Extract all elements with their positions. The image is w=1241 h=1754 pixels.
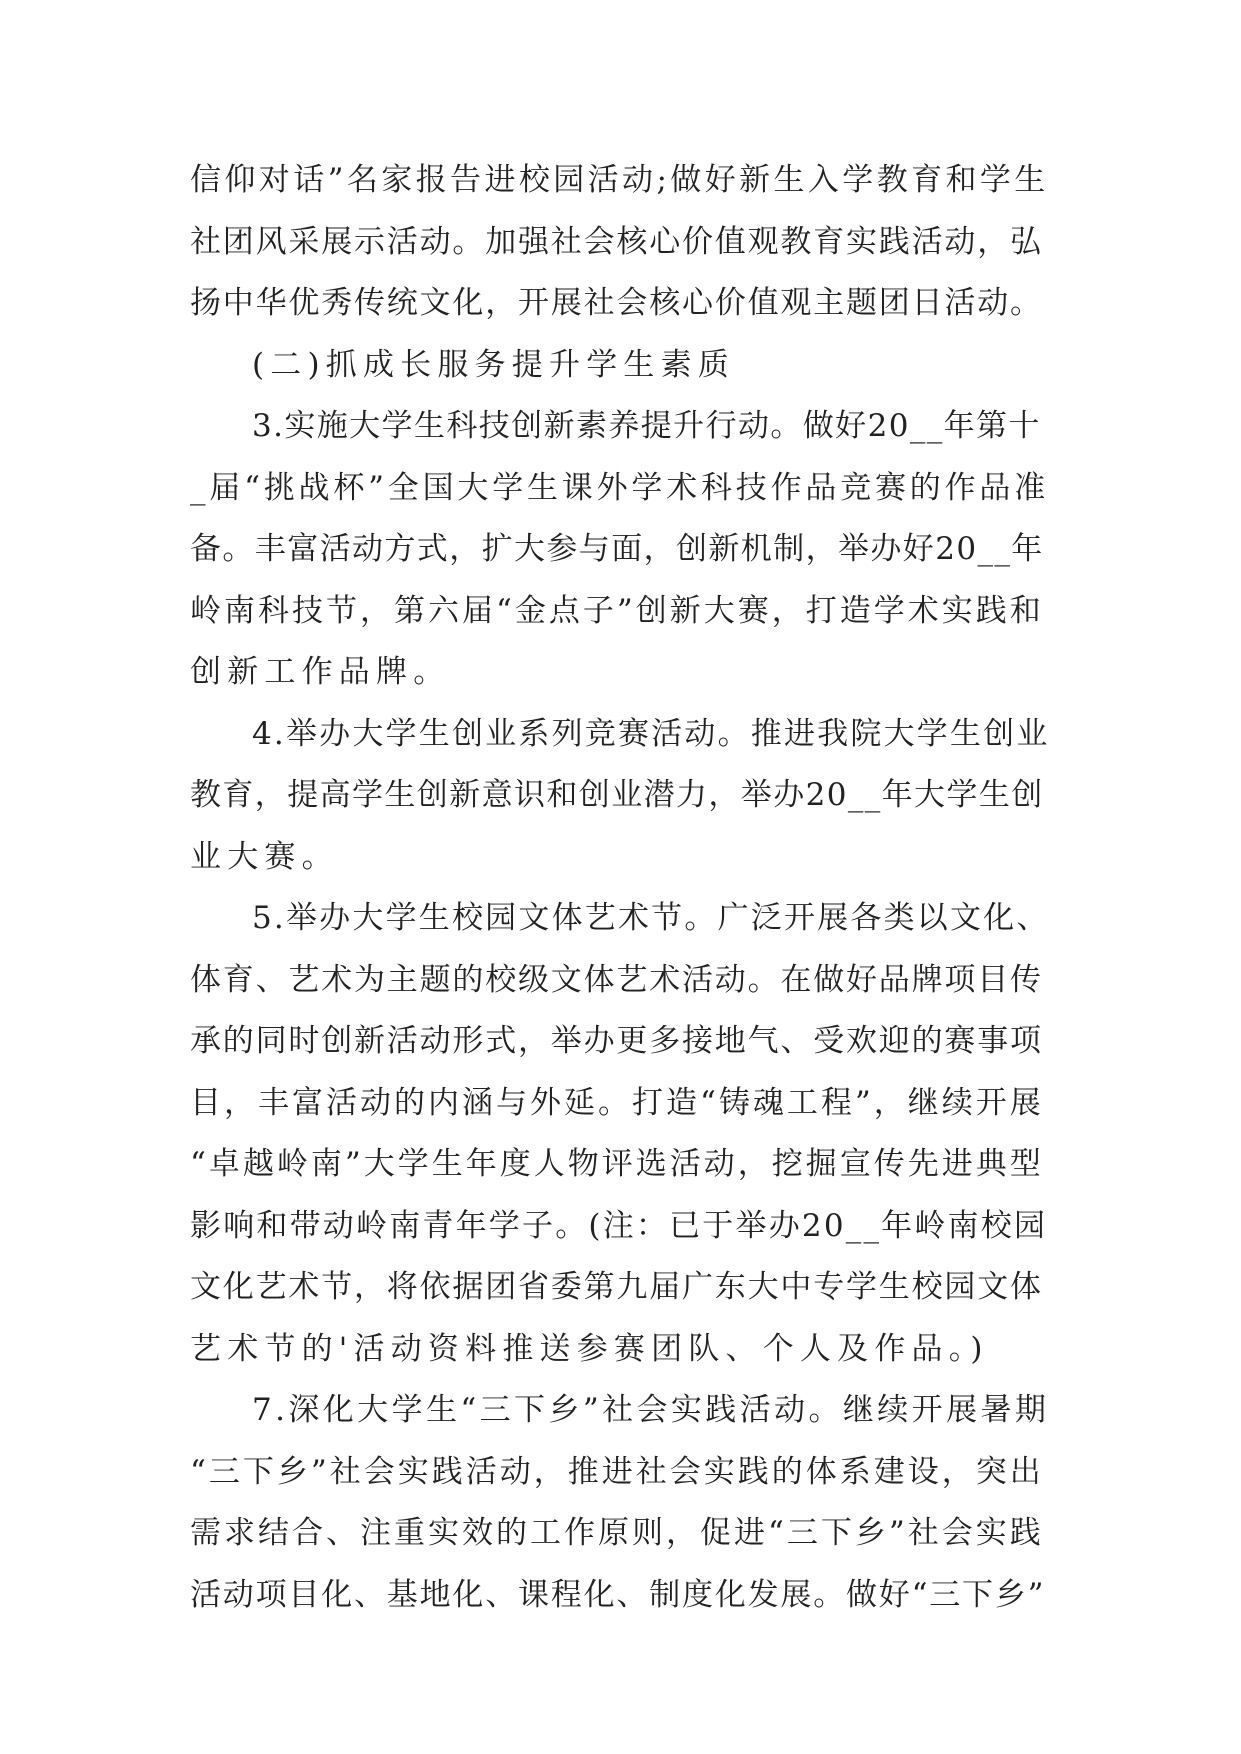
text-line: 岭南科技节，第六届“金点子”创新大赛，打造学术实践和: [190, 592, 1044, 629]
text-line: 4.举办大学生创业系列竞赛活动。推进我院大学生创业: [252, 715, 1050, 752]
text-line: 创新工作品牌。: [190, 654, 451, 690]
text-line: 5.举办大学生校园文体艺术节。广泛开展各类以文化、: [252, 900, 1050, 936]
text-line: 承的同时创新活动形式，举办更多接地气、受欢迎的赛事项: [190, 1023, 1043, 1059]
text-line: 教育，提高学生创新意识和创业潜力，举办20__年大学生创: [190, 777, 1044, 813]
text-line: 目，丰富活动的内涵与外延。打造“铸魂工程”，继续开展: [190, 1084, 1044, 1121]
text-line: “卓越岭南”大学生年度人物评选活动，挖掘宣传先进典型: [190, 1146, 1044, 1182]
text-line: 7.深化大学生“三下乡”社会实践活动。继续开展暑期: [252, 1392, 1050, 1428]
text-line: 活动项目化、基地化、课程化、制度化发展。做好“三下乡”: [190, 1576, 1046, 1613]
text-line: 3.实施大学生科技创新素养提升行动。做好20__年第十: [252, 408, 1041, 444]
text-line: 扬中华优秀传统文化，开展社会核心价值观主题团日活动。: [190, 285, 1043, 321]
document-page: [190, 150, 1050, 1626]
text-line: 备。丰富活动方式，扩大参与面，创新机制，举办好20__年: [190, 531, 1044, 567]
text-line: 艺术节的'活动资料推送参赛团队、个人及作品。): [190, 1330, 989, 1367]
text-line: 业大赛。: [190, 838, 339, 875]
text-line: 需求结合、注重实效的工作原则，促进“三下乡”社会实践: [190, 1515, 1044, 1551]
text-line: 影响和带动岭南青年学子。(注：已于举办20__年岭南校园: [190, 1207, 1048, 1244]
text-line: 体育、艺术为主题的校级文体艺术活动。在做好品牌项目传: [190, 961, 1043, 998]
text-line: “三下乡”社会实践活动，推进社会实践的体系建设，突出: [190, 1453, 1044, 1490]
text-line: (二)抓成长服务提升学生素质: [252, 346, 735, 383]
text-line: 社团风采展示活动。加强社会核心价值观教育实践活动，弘: [190, 223, 1043, 260]
text-line: 文化艺术节，将依据团省委第九届广东大中专学生校园文体: [190, 1269, 1043, 1305]
text-line: 信仰对话”名家报告进校园活动;做好新生入学教育和学生: [190, 162, 1049, 198]
text-line: _届“挑战杯”全国大学生课外学术科技作品竞赛的作品准: [190, 469, 1049, 506]
